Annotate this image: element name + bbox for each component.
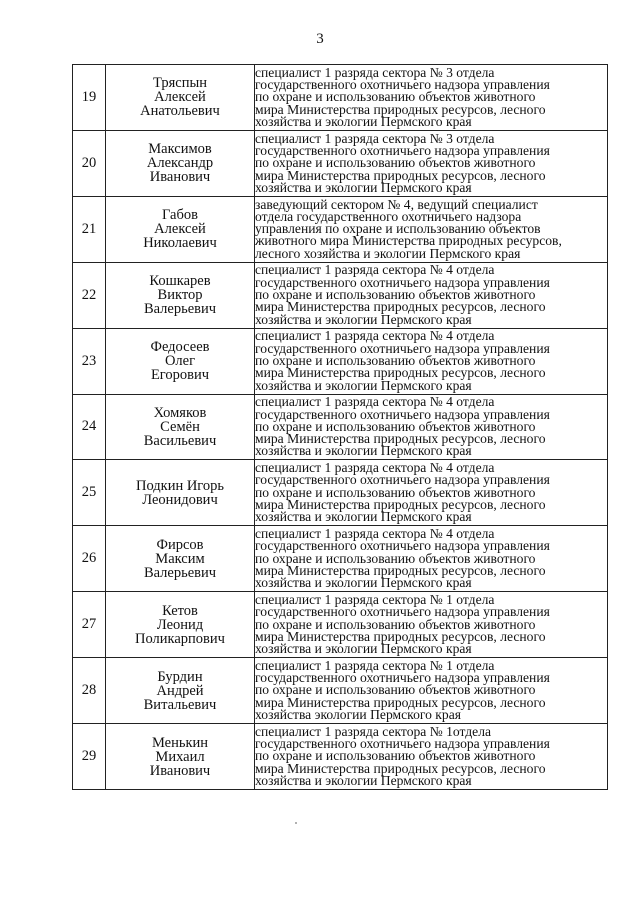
scan-speck (295, 822, 297, 824)
table-row (73, 394, 608, 460)
staff-table-body (73, 65, 608, 790)
position-line: государственного охотничьего надзора управления (255, 736, 550, 752)
table-row (73, 130, 608, 196)
employee-name-line: Фирсов (156, 536, 204, 553)
employee-name-line: Олег (164, 353, 196, 370)
position-line: мира Министерства природных ресурсов, лесного (255, 628, 546, 644)
position-line: мира Министерства природных ресурсов, лесного (255, 365, 546, 381)
employee-name-line: Алексей (154, 221, 206, 238)
position-line: мира Министерства природных ресурсов, лесного (255, 562, 546, 578)
position-line: государственного охотничьего надзора управления (255, 538, 550, 554)
table-row (73, 196, 608, 262)
position-line: государственного охотничьего надзора управления (255, 274, 550, 290)
employee-position (255, 658, 608, 724)
position-line: специалист 1 разряда сектора № 1 отдела (255, 591, 495, 607)
employee-name-line: Николаевич (143, 235, 217, 252)
employee-name-line: Федосеев (150, 339, 210, 356)
employee-name (106, 592, 255, 658)
employee-name-line: Андрей (156, 682, 204, 699)
position-line: государственного охотничьего надзора управления (255, 670, 550, 686)
position-line: по охране и использованию объектов животного (255, 682, 536, 698)
position-line: по охране и использованию объектов животного (255, 155, 536, 171)
position-line: по охране и использованию объектов животного (255, 484, 536, 500)
employee-name (106, 262, 255, 328)
table-row (73, 65, 608, 131)
employee-name-line: Валерьевич (143, 564, 217, 581)
position-line: специалист 1 разряда сектора № 3 отдела (255, 130, 495, 146)
employee-name (106, 658, 255, 724)
position-line: государственного охотничьего надзора управления (255, 340, 550, 356)
table-row (73, 262, 608, 328)
employee-name (106, 394, 255, 460)
position-line: специалист 1 разряда сектора № 4 отдела (255, 460, 495, 476)
table-row (73, 460, 608, 526)
position-line: мира Министерства природных ресурсов, лесного (255, 497, 546, 513)
employee-name-line: Максим (155, 550, 205, 567)
employee-name-line: Леонидович (142, 491, 218, 508)
employee-name (106, 328, 255, 394)
row-number: 19 (73, 65, 106, 131)
employee-name-line: Подкин Игорь (135, 477, 225, 494)
row-number: 24 (73, 394, 106, 460)
employee-name-line: Васильевич (143, 432, 217, 449)
employee-name-line: Анатольевич (140, 103, 220, 120)
position-line: хозяйства и экологии Пермского края (255, 179, 472, 195)
position-line: специалист 1 разряда сектора № 4 отдела (255, 394, 495, 410)
position-line: животного мира Министерства природных ресурсов, (255, 233, 562, 249)
row-number: 28 (73, 658, 106, 724)
position-line: хозяйства и экологии Пермского края (255, 113, 472, 129)
row-number: 22 (73, 262, 106, 328)
page-number: 3 (316, 31, 324, 47)
row-number: 29 (73, 724, 106, 790)
position-line: по охране и использованию объектов животного (255, 748, 536, 764)
employee-name (106, 196, 255, 262)
employee-position (255, 592, 608, 658)
position-line: хозяйства и экологии Пермского края (255, 443, 472, 459)
position-line: мира Министерства природных ресурсов, лесного (255, 101, 546, 117)
employee-name-line: Егорович (150, 367, 210, 384)
row-number: 23 (73, 328, 106, 394)
employee-name-line: Иванович (149, 762, 211, 779)
position-line: специалист 1 разряда сектора № 1отдела (255, 723, 492, 739)
employee-name-line: Семён (160, 418, 200, 435)
position-line: по охране и использованию объектов животного (255, 550, 536, 566)
position-line: специалист 1 разряда сектора № 1 отдела (255, 657, 495, 673)
employee-name-line: Бурдин (157, 668, 203, 685)
table-row (73, 724, 608, 790)
row-number: 25 (73, 460, 106, 526)
position-line: специалист 1 разряда сектора № 3 отдела (255, 64, 495, 80)
employee-position (255, 130, 608, 196)
row-number: 27 (73, 592, 106, 658)
position-line: мира Министерства природных ресурсов, лесного (255, 299, 546, 315)
position-line: по охране и использованию объектов животного (255, 89, 536, 105)
employee-name-line: Кетов (162, 602, 198, 619)
position-line: специалист 1 разряда сектора № 4 отдела (255, 262, 495, 278)
position-line: государственного охотничьего надзора управления (255, 142, 550, 158)
position-line: по охране и использованию объектов животного (255, 352, 536, 368)
position-line: лесного хозяйства и экологии Пермского края (255, 245, 521, 261)
position-line: государственного охотничьего надзора управления (255, 472, 550, 488)
position-line: хозяйства и экологии Пермского края (255, 641, 472, 657)
employee-name-line: Тряспын (153, 75, 207, 92)
employee-name-line: Иванович (149, 169, 211, 186)
position-line: государственного охотничьего надзора управления (255, 604, 550, 620)
position-line: хозяйства и экологии Пермского края (255, 377, 472, 393)
table-row (73, 328, 608, 394)
employee-position (255, 526, 608, 592)
employee-name-line: Леонид (156, 616, 204, 633)
position-line: специалист 1 разряда сектора № 4 отдела (255, 328, 495, 344)
employee-name (106, 130, 255, 196)
employee-name-line: Виктор (157, 287, 203, 304)
employee-position (255, 460, 608, 526)
employee-name-line: Витальевич (143, 696, 217, 713)
employee-name (106, 724, 255, 790)
position-line: мира Министерства природных ресурсов, лесного (255, 694, 546, 710)
position-line: мира Министерства природных ресурсов, лесного (255, 760, 546, 776)
position-line: отдела государственного охотничьего надзора (255, 208, 522, 224)
position-line: государственного охотничьего надзора управления (255, 406, 550, 422)
employee-name (106, 460, 255, 526)
employee-position (255, 65, 608, 131)
employee-name-line: Хомяков (153, 404, 207, 421)
position-line: мира Министерства природных ресурсов, лесного (255, 431, 546, 447)
position-line: по охране и использованию объектов животного (255, 287, 536, 303)
employee-position (255, 196, 608, 262)
staff-table (72, 64, 608, 790)
employee-position (255, 394, 608, 460)
row-number: 20 (73, 130, 106, 196)
table-row (73, 592, 608, 658)
employee-name-line: Михаил (155, 748, 205, 765)
employee-name-line: Максимов (148, 141, 212, 158)
position-line: хозяйства экологии Пермского края (255, 707, 461, 723)
employee-name-line: Алексей (154, 89, 206, 106)
position-line: хозяйства и экологии Пермского края (255, 509, 472, 525)
employee-position (255, 724, 608, 790)
row-number: 21 (73, 196, 106, 262)
employee-position (255, 328, 608, 394)
employee-name-line: Валерьевич (143, 301, 217, 318)
position-line: хозяйства и экологии Пермского края (255, 772, 472, 788)
position-line: управления по охране и использованию объектов (255, 221, 541, 237)
employee-name (106, 526, 255, 592)
employee-name-line: Кошкарев (149, 273, 211, 290)
position-line: хозяйства и экологии Пермского края (255, 575, 472, 591)
employee-name (106, 65, 255, 131)
position-line: государственного охотничьего надзора управления (255, 77, 550, 92)
employee-name-line: Александр (146, 155, 214, 172)
position-line: заведующий сектором № 4, ведущий специалист (255, 196, 538, 212)
employee-position (255, 262, 608, 328)
position-line: хозяйства и экологии Пермского края (255, 311, 472, 327)
position-line: по охране и использованию объектов животного (255, 616, 536, 632)
employee-name-line: Менькин (151, 734, 209, 751)
position-line: по охране и использованию объектов животного (255, 418, 536, 434)
table-row (73, 526, 608, 592)
table-row (73, 658, 608, 724)
position-line: мира Министерства природных ресурсов, лесного (255, 167, 546, 183)
employee-name-line: Поликарпович (135, 630, 225, 647)
position-line: специалист 1 разряда сектора № 4 отдела (255, 526, 495, 542)
row-number: 26 (73, 526, 106, 592)
employee-name-line: Габов (162, 207, 198, 224)
